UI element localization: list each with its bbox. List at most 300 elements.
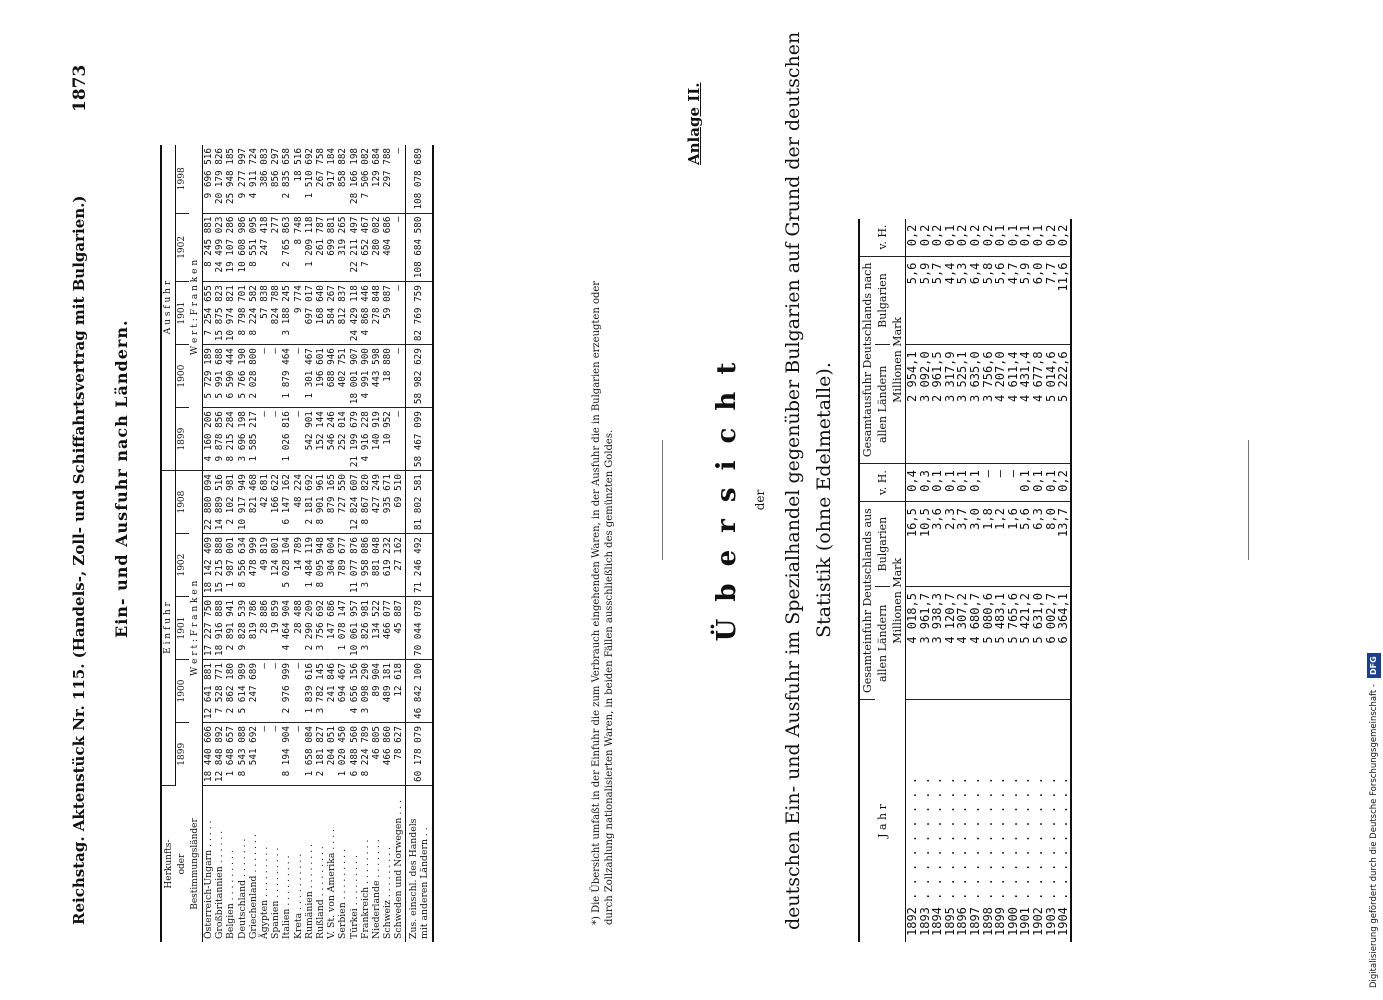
value-cell: 8 215 284 [225,408,236,471]
country-cell: Türkei . . . . . . . . . [348,855,360,939]
value-cell: 5,3 [956,256,969,345]
sum-label-line: mit anderen Ländern . . [418,827,430,939]
wert-header-ausfuhr: W e r t : F r a n k e n [189,145,203,471]
value-cell: 2 835 658 [281,145,292,213]
country-cell: Schweden und Norwegen . . . [393,799,405,939]
year-header: 1908 [176,471,190,534]
country-cell: Deutschland . . . . . . . [236,838,248,939]
value-cell: 134 522 [371,597,382,660]
sum-cell: 108 684 580 [405,213,433,282]
value-cell: 5 222,6 [1057,345,1071,464]
value-cell: 14 889 516 [214,471,225,534]
value-cell: 49 819 [259,534,270,597]
year-header: 1901 [176,597,190,660]
table-row [326,145,337,942]
value-cell: 3 092,0 [919,345,932,464]
table-row [906,219,919,942]
table-row [270,145,281,942]
value-cell: 4 868 446 [360,282,371,345]
value-cell: 5 614 989 [237,660,248,723]
value-cell: 402 751 [337,345,348,408]
value-cell: 4,4 [944,256,957,345]
value-cell: 7 652 467 [360,213,371,282]
value-cell: 11 077 876 [349,534,360,597]
value-cell: 2 181 692 [304,471,315,534]
value-cell: 9 277 997 [237,145,248,213]
page-number: 1873 [70,64,90,112]
value-cell: 6 364,1 [1057,587,1071,700]
country-cell: Rumänien . . . . . . . . [303,843,315,939]
country-cell: Großbritannien . . . . . . [214,830,226,939]
year-header: 1902 [176,534,190,597]
value-cell: 3 188 245 [281,282,292,345]
value-cell: 8 748 [293,213,304,282]
value-cell: 15 875 823 [214,282,225,345]
value-cell: 5,9 [1019,256,1032,345]
table-row [931,219,944,942]
annex-subtitle-line1: deutschen Ein- und Ausfuhr im Spezialhandel gegenüber Bulgarien auf Grund der deutschen [782,31,804,930]
sum-label-line: Zus. einschl. des Handels [407,818,419,939]
value-cell: 11,6 [1057,256,1071,345]
value-cell: 7 528 771 [214,660,225,723]
value-cell: 267 758 [315,145,326,213]
value-cell: 697 017 [304,282,315,345]
value-cell: 694 467 [337,660,348,723]
wert-header-einfuhr: W e r t : F r a n k e n [189,471,203,786]
value-cell: 5 631,0 [1032,587,1045,700]
table1-title: Ein- und Ausfuhr nach Ländern. [112,319,131,638]
value-cell: 0,1 [956,464,969,502]
value-cell: 619 232 [382,534,393,597]
value-cell: 18 880 [382,345,393,408]
value-cell: 3 756 692 [315,597,326,660]
value-cell: 821 468 [248,471,259,534]
value-cell: 129 684 [371,145,382,213]
value-cell: 319 265 [337,213,348,282]
annex-label: Anlage II. [685,82,703,165]
value-cell: 45 887 [393,597,405,660]
value-cell: 16,5 [906,502,919,587]
country-cell: Griechenland . . . . . . . [247,834,259,939]
value-cell: 0,1 [969,464,982,502]
value-cell: 8 095 948 [315,534,326,597]
value-cell: 4 611,4 [1007,345,1020,464]
export-all-header: allen Ländern [875,345,890,464]
value-cell: — [270,723,281,786]
value-cell: 8,0 [1045,502,1058,587]
value-cell: 18 440 606 [203,723,215,786]
country-header-line: oder [176,853,187,875]
value-cell: 1 301 467 [304,345,315,408]
value-cell: 4 916 228 [360,408,371,471]
value-cell: 2 891 941 [225,597,236,660]
annex-der: der [753,489,767,511]
export-vh-header: v. H. [859,219,906,257]
value-cell: 5 028 104 [281,534,292,597]
year-cell: 1903 . . . . . . . . . [1043,777,1058,936]
sum-cell: 108 078 689 [405,145,433,213]
value-cell: 59 087 [382,282,393,345]
value-cell: 478 999 [248,534,259,597]
sum-cell: 60 178 079 [405,723,433,786]
value-cell: 8 543 088 [237,723,248,786]
value-cell: 8 245 881 [203,213,215,282]
year-cell: 1901 . . . . . . . . . [1018,777,1033,936]
import-unit-header: Millionen Mark [890,502,906,700]
value-cell: 204 051 [326,723,337,786]
value-cell: 1 078 147 [337,597,348,660]
value-cell: 5 421,2 [1019,587,1032,700]
value-cell: 19 859 [270,597,281,660]
value-cell: 196 601 [315,345,326,408]
value-cell: 18 916 888 [214,597,225,660]
value-cell: 3 317,9 [944,345,957,464]
value-cell: 0,2 [1057,464,1071,502]
value-cell: 824 788 [270,282,281,345]
table-row [360,145,371,942]
value-cell: 8 556 634 [237,534,248,597]
country-cell: Belgien . . . . . . . . . [225,850,237,939]
value-cell: — [293,723,304,786]
value-cell: 0,2 [969,219,982,257]
table-row [969,219,982,942]
value-cell: 8 867 820 [360,471,371,534]
value-cell: 5 483,1 [994,587,1007,700]
value-cell: 28 488 [293,597,304,660]
value-cell: — [393,282,405,345]
value-cell: 0,2 [1057,219,1071,257]
sum-row [405,145,433,942]
value-cell: 0,1 [1032,464,1045,502]
value-cell: 2 290 209 [304,597,315,660]
country-cell: Serbien . . . . . . . . . [337,849,349,939]
value-cell: 2 102 981 [225,471,236,534]
value-cell: 14 789 [293,534,304,597]
value-cell: 0,1 [944,464,957,502]
rule-right [1248,440,1249,560]
value-cell: 19 107 286 [225,213,236,282]
value-cell: 4 911 724 [248,145,259,213]
value-cell: 18 516 [293,145,304,213]
country-cell: Niederlande . . . . . . . [371,839,383,939]
table-row [225,145,236,942]
value-cell: 28 886 [259,597,270,660]
einfuhr-header: E i n f u h r [161,471,176,786]
country-cell: Rußland . . . . . . . . . [315,846,327,939]
value-cell: 0,2 [982,219,995,257]
value-cell: 1 648 657 [225,723,236,786]
value-cell: — [393,145,405,213]
table1-container [160,145,434,942]
value-cell: 0,1 [944,219,957,257]
sum-label [405,786,433,943]
sum-cell: 70 044 078 [405,597,433,660]
value-cell: 2 028 800 [248,345,259,408]
value-cell: 3 098 290 [360,660,371,723]
value-cell: 12 641 881 [203,660,215,723]
value-cell: 10 917 949 [237,471,248,534]
sum-cell: 46 842 100 [405,660,433,723]
value-cell: 699 881 [326,213,337,282]
value-cell: 5 729 189 [203,345,215,408]
year-cell: 1894 . . . . . . . . . [930,777,945,936]
table2-body [906,219,1071,942]
value-cell: 6 002,7 [1045,587,1058,700]
value-cell: — [994,464,1007,502]
value-cell: 2 961,5 [931,345,944,464]
value-cell: 3,6 [931,502,944,587]
country-cell: Frankreich . . . . . . . . [359,839,371,939]
value-cell: 1 658 084 [304,723,315,786]
value-cell: 3 635,0 [969,345,982,464]
value-cell: — [293,408,304,471]
value-cell: 9 774 [293,282,304,345]
value-cell: 1,2 [994,502,1007,587]
value-cell: 9 878 856 [214,408,225,471]
value-cell: 10 974 821 [225,282,236,345]
value-cell: 4 680,7 [969,587,982,700]
value-cell: 3 782 145 [315,660,326,723]
value-cell: 6,4 [969,256,982,345]
value-cell: 46 805 [371,723,382,786]
value-cell: 466 860 [382,723,393,786]
value-cell: 18 142 409 [203,534,215,597]
value-cell: 2 765 863 [281,213,292,282]
value-cell: 688 946 [326,345,337,408]
sum-cell: 58 982 629 [405,345,433,408]
value-cell: 20 179 826 [214,145,225,213]
footnote [590,281,616,925]
side-credit-inner [1367,12,1381,988]
value-cell: 0,1 [1019,219,1032,257]
export-group-header: Gesamtausfuhr Deutschlands nach [859,256,875,464]
value-cell: 4 656 156 [349,660,360,723]
value-cell: 8 551 095 [248,213,259,282]
country-cell: V. St. von Amerika . . . . [326,828,338,939]
value-cell: 5,9 [919,256,932,345]
year-header: 1899 [177,742,187,766]
side-credit-text: Digitalisierung gefördert durch die Deutsche Forschungsgemeinschaft - [1369,684,1379,988]
value-cell: 241 846 [326,660,337,723]
table-row [371,145,382,942]
value-cell: 0,2 [956,219,969,257]
value-cell: 12 848 892 [214,723,225,786]
value-cell: — [393,345,405,408]
value-cell: 0,2 [1045,219,1058,257]
value-cell: 1 510 692 [304,145,315,213]
value-cell: 3 525,1 [956,345,969,464]
sum-cell: 71 246 492 [405,534,433,597]
year-header: 1998 [176,145,190,213]
value-cell: 386 083 [259,145,270,213]
table-row [304,145,315,942]
value-cell: 404 686 [382,213,393,282]
table2-container [858,219,1072,942]
value-cell: 12 618 [393,660,405,723]
value-cell: 0,2 [919,219,932,257]
footnote-line: *) Die Übersicht umfaßt in der Einfuhr die zum Verbrauch eingehenden Waren, in der Ausfuhr die in Bulgarien erzeugten oder [591,280,602,925]
sum-cell: 82 769 759 [405,282,433,345]
jahr-header: J a h r [859,700,906,943]
value-cell: 4 120,7 [944,587,957,700]
dfg-logo: DFG [1367,653,1381,678]
value-cell: 7,7 [1045,256,1058,345]
value-cell: 297 788 [382,145,393,213]
trade-summary-table [858,219,1072,942]
year-header: 1900 [176,345,190,408]
value-cell: — [393,408,405,471]
value-cell: 3 938,3 [931,587,944,700]
year-cell: 1897 . . . . . . . . . [967,777,982,936]
value-cell: 10 952 [382,408,393,471]
value-cell: 6 147 162 [281,471,292,534]
country-cell: Italien . . . . . . . . . [281,855,293,939]
value-cell: 3,0 [969,502,982,587]
value-cell: 8 901 961 [315,471,326,534]
value-cell: 1 484 119 [304,534,315,597]
value-cell: 584 267 [326,282,337,345]
value-cell: 4 431,4 [1019,345,1032,464]
value-cell: 21 199 679 [349,408,360,471]
value-cell: — [259,723,270,786]
annex-title: Ü b e r s i c h t [712,358,742,642]
value-cell: 247 689 [248,660,259,723]
value-cell: 10 061 957 [349,597,360,660]
year-header: 1901 [176,282,190,345]
table1-body [203,145,406,942]
ausfuhr-header: A u s f u h r [161,145,176,471]
value-cell: 22 211 497 [349,213,360,282]
value-cell: 25 948 185 [225,145,236,213]
value-cell: 5 080,6 [982,587,995,700]
value-cell: 1 879 464 [281,345,292,408]
running-header: Reichstag. Aktenstück Nr. 115. (Handels-, Zoll- und Schiffahrtsvertrag mit Bulgarien.) [70,195,88,925]
value-cell: 13,7 [1057,502,1071,587]
value-cell: 0,1 [1019,464,1032,502]
value-cell: 8 224 582 [248,282,259,345]
year-cell: 1895 . . . . . . . . . [942,777,957,936]
value-cell: 15 215 888 [214,534,225,597]
value-cell: 278 848 [371,282,382,345]
value-cell: 1 987 001 [225,534,236,597]
value-cell: 4 018,5 [906,587,919,700]
value-cell: 5 766 190 [237,345,248,408]
value-cell: 1 026 816 [281,408,292,471]
value-cell: — [270,345,281,408]
value-cell: 24 499 023 [214,213,225,282]
value-cell: 6,0 [1032,256,1045,345]
value-cell: 856 297 [270,145,281,213]
value-cell: 2 976 999 [281,660,292,723]
table-row [337,145,348,942]
value-cell: 489 181 [382,660,393,723]
value-cell: 4 464 904 [281,597,292,660]
value-cell: 152 144 [315,408,326,471]
table-row [203,145,215,942]
value-cell: 0,1 [994,219,1007,257]
table-row [248,145,259,942]
year-cell: 1896 . . . . . . . . . [955,777,970,936]
value-cell: 5,8 [982,256,995,345]
sum-cell: 81 802 581 [405,471,433,534]
value-cell: — [270,408,281,471]
value-cell: — [982,464,995,502]
value-cell: 8 194 904 [281,723,292,786]
table-row [393,145,405,942]
value-cell: 10,5 [919,502,932,587]
value-cell: 5,7 [931,256,944,345]
value-cell: 1 020 450 [337,723,348,786]
value-cell: — [293,345,304,408]
rule-left [662,440,663,560]
value-cell: 69 510 [393,471,405,534]
value-cell: 5 991 688 [214,345,225,408]
value-cell: 147 686 [326,597,337,660]
year-cell: 1898 . . . . . . . . . [980,777,995,936]
value-cell: 546 246 [326,408,337,471]
country-cell: Kreta . . . . . . . . . . [292,853,304,939]
value-cell: 8 224 789 [360,723,371,786]
value-cell: 727 550 [337,471,348,534]
value-cell: 89 904 [371,660,382,723]
value-cell: 5,6 [1019,502,1032,587]
value-cell: 140 919 [371,408,382,471]
country-cell: Schweiz . . . . . . . . . [382,846,394,939]
year-cell: 1892 . . . . . . . . . [905,777,919,936]
year-cell: 1900 . . . . . . . . . [1005,777,1020,936]
value-cell: 28 166 198 [349,145,360,213]
value-cell: 1,6 [1007,502,1020,587]
value-cell: 12 824 607 [349,471,360,534]
value-cell: 917 184 [326,145,337,213]
value-cell: 541 692 [248,723,259,786]
value-cell: 3 696 198 [237,408,248,471]
year-header: 1900 [176,660,190,723]
value-cell: 304 004 [326,534,337,597]
value-cell: 1 209 118 [304,213,315,282]
value-cell: 22 880 094 [203,471,215,534]
year-header: 1902 [176,213,190,282]
value-cell: 5,6 [994,256,1007,345]
value-cell: 4,7 [1007,256,1020,345]
value-cell: 10 608 986 [237,213,248,282]
sum-cell: 58 467 099 [405,408,433,471]
table-row [214,145,225,942]
import-bg-header: Bulgarien [875,502,890,587]
value-cell: 168 640 [315,282,326,345]
value-cell: 0,2 [906,219,919,257]
annex-subtitle-line2: Statistik (ohne Edelmetalle). [813,362,835,638]
value-cell: 542 901 [304,408,315,471]
table-row [382,145,393,942]
value-cell: 6 590 444 [225,345,236,408]
export-bg-header: Bulgarien [875,256,890,345]
table-row [315,145,326,942]
value-cell: 4 677,8 [1032,345,1045,464]
country-header-line: Bestimmungsländer [189,818,200,910]
value-cell: 4 991 900 [360,345,371,408]
value-cell: 124 801 [270,534,281,597]
value-cell: 7 254 655 [203,282,215,345]
value-cell: 78 627 [393,723,405,786]
country-header [161,786,203,943]
value-cell: — [270,660,281,723]
side-credit [1367,12,1381,988]
year-header: 1899 [176,408,190,471]
value-cell: 0,1 [1007,219,1020,257]
value-cell: 2 181 827 [315,723,326,786]
year-cell: 1904 . . . . . . . . . [1057,700,1071,943]
